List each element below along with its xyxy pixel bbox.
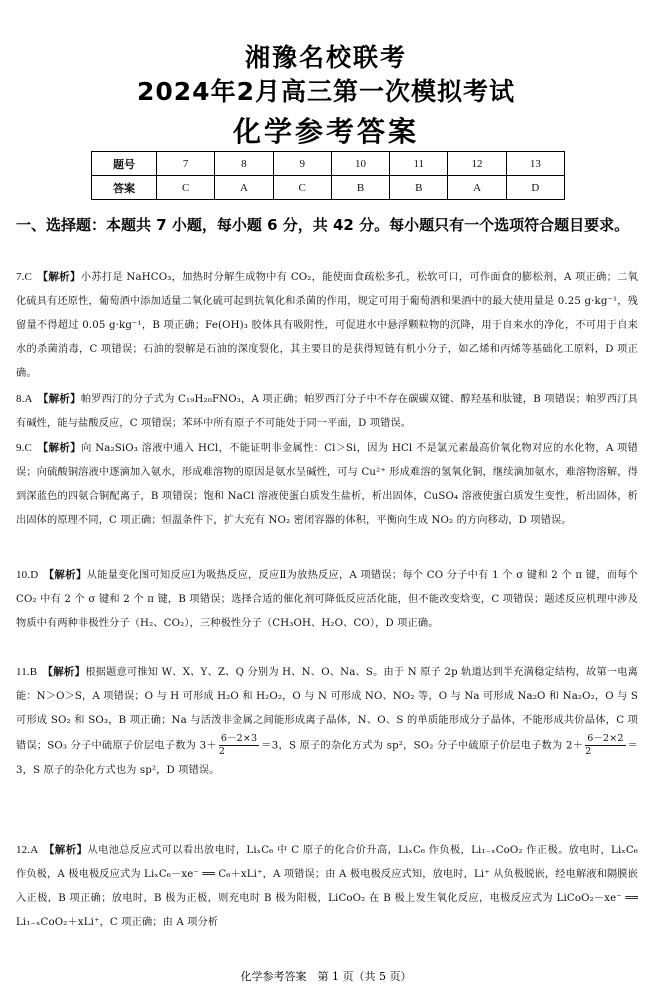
question-number-cell: 8	[215, 152, 273, 176]
answer-row	[92, 176, 565, 200]
question-number: 7.C	[16, 271, 33, 283]
analysis-tag: 【解析】	[47, 666, 86, 678]
answer-cell: D	[506, 176, 564, 200]
analysis-tag: 【解析】	[43, 393, 81, 405]
question-12-explanation	[16, 838, 638, 935]
explanation-text: 帕罗西汀的分子式为 C₁₉H₂₀FNO₃，A 项正确；帕罗西汀分子中不存在碳碳双键、醇羟基和肽键，B 项错误；帕罗西汀具有碱性，能与盐酸反应，C 项错误；苯环中所有原子不可能处于同一平面，D 项错误。	[16, 394, 638, 429]
page-footer: 化学参考答案 第 1 页（共 5 页）	[240, 970, 412, 983]
question-number: 8.A	[16, 393, 33, 405]
question-number: 12.A	[16, 844, 39, 856]
section-heading: 一、选择题：本题共 7 小题，每小题 6 分，共 42 分。每小题只有一个选项符合题目要求。	[16, 216, 630, 234]
answer-cell: A	[448, 176, 506, 200]
question-number-cell: 7	[157, 152, 215, 176]
answer-cell: C	[157, 176, 215, 200]
answer-header: 答案	[92, 176, 157, 200]
question-10-explanation	[16, 563, 638, 636]
answer-cell: B	[331, 176, 389, 200]
explanation-text: 从电池总反应式可以看出放电时，LiₓC₆ 中 C 原子的化合价升高，LiₓC₆ 作负极，Li₁₋ₓCoO₂ 作正极。放电时，LiₓC₆ 作负极，A 极电极反应式为 LiₓC₆－xe⁻ ══ C₆＋xLi⁺，A 项错误；由 A 极电极反应式知，放电时，Li⁺ 从负极脱嵌，经电解液和隔膜嵌入正极，B 项正确；放电时，B 极为正极，则充电时 B 极为阳极，LiCoO₂ 在 B 极上发生氧化反应，电极反应式为 LiCoO₂－xe⁻ ══ Li₁₋ₓCoO₂＋xLi⁺，C 项正确；由 A 项分析	[16, 845, 639, 928]
document-title: 化学参考答案	[232, 115, 419, 148]
fraction-denominator: 2	[218, 746, 226, 757]
question-number-cell: 9	[273, 152, 331, 176]
question-number: 10.D	[16, 569, 39, 581]
answer-cell: C	[273, 176, 331, 200]
question-11-explanation	[16, 660, 638, 783]
fraction-numerator: 6－2×2	[587, 733, 624, 744]
explanation-text: 从能量变化图可知反应Ⅰ为吸热反应，反应Ⅱ为放热反应，A 项错误；每个 CO 分子中有 1 个 σ 键和 2 个 π 键，而每个 CO₂ 中有 2 个 σ 键和 2 个 π 键，B 项错误；选择合适的催化剂可降低反应活化能，但不能改变焓变，C 项错误；题述反应机理中涉及物质中有两种非极性分子（H₂、CO₂），三种极性分子（CH₃OH、H₂O、CO），D 项正确。	[16, 570, 638, 629]
explanation-text: 根据题意可推知 W、X、Y、Z、Q 分别为 H、N、O、Na、S。由于 N 原子 2p 轨道达到半充满稳定结构，故第一电离能：N＞O＞S，A 项错误；O 与 H 可形成 H₂O 和 H₂O₂，O 与 N 可形成 NO、NO₂ 等，O 与 Na 可形成 Na₂O 和 Na₂O₂，O 与 S 可形成 SO₂ 和 SO₃，B 项正确；Na 与活泼非金属之间能形成离子晶体，N、O、S 的单质能形成分子晶体，不能形成共价晶体，C 项错误；SO₃ 分子中硫原子价层电子数为 3＋	[16, 667, 638, 752]
explanation-text: 小苏打是 NaHCO₃，加热时分解生成物中有 CO₂，能使面食疏松多孔，松软可口，可作面食的膨松剂，A 项正确；二氧化硫具有还原性，葡萄酒中添加适量二氧化硫可起到抗氧化和杀菌的作用，规定可用于葡萄酒和果酒中的最大使用量是 0.25 g·kg⁻¹，残留量不得超过 0.05 g·kg⁻¹，B 项正确；Fe(OH)₃ 胶体具有吸附性，可促进水中悬浮颗粒物的沉降，用于自来水的净化，不可用于自来水的杀菌消毒，C 项错误；石油的裂解是石油的深度裂化，其主要目的是获得短链有机小分子，如乙烯和丙烯等基础化工原料，D 项正确。	[16, 272, 638, 379]
answer-cell: A	[215, 176, 273, 200]
analysis-tag: 【解析】	[42, 442, 82, 454]
question-number-cell: 11	[390, 152, 448, 176]
question-number: 11.B	[16, 666, 38, 678]
question-8-explanation	[16, 387, 638, 436]
question-number-row	[92, 152, 565, 176]
exam-organization-title: 湘豫名校联考	[244, 43, 407, 72]
explanation-text: 向 Na₂SiO₃ 溶液中通入 HCl，不能证明非金属性：Cl＞Si，因为 HCl 不是氯元素最高价氧化物对应的水化物，A 项错误；向硫酸铜溶液中逐滴加入氨水，形成难溶物的原因是氨水呈碱性，可与 Cu²⁺ 形成难溶的氢氧化铜，继续滴加氨水，难溶物溶解，得到深蓝色的四氨合铜配离子，B 项错误；饱和 NaCl 溶液使蛋白质发生盐析，析出固体，CuSO₄ 溶液使蛋白质发生变性，析出固体，析出固体的原理不同，C 项正确；恒温条件下，扩大充有 NO₂ 密闭容器的体积，平衡向生成 NO₂ 的方向移动，D 项错误。	[16, 443, 638, 526]
fraction	[219, 733, 259, 758]
question-7-explanation	[16, 265, 638, 386]
answer-cell: B	[390, 176, 448, 200]
analysis-tag: 【解析】	[48, 569, 87, 581]
question-number-cell: 10	[331, 152, 389, 176]
question-9-explanation	[16, 436, 638, 533]
question-number-cell: 13	[506, 152, 564, 176]
analysis-tag: 【解析】	[49, 844, 88, 856]
answer-table	[91, 151, 565, 200]
question-number-header: 题号	[92, 152, 157, 176]
question-number-cell: 12	[448, 152, 506, 176]
fraction	[585, 733, 625, 758]
explanation-text: ＝3，S 原子的杂化方式为 sp²，SO₂ 分子中硫原子价层电子数为 2＋	[261, 740, 584, 752]
question-number: 9.C	[16, 442, 33, 454]
analysis-tag: 【解析】	[42, 271, 81, 283]
fraction-denominator: 2	[585, 746, 592, 757]
fraction-numerator: 6－2×3	[220, 733, 258, 744]
exam-name-title: 2024年2月高三第一次模拟考试	[137, 77, 515, 106]
explanation-text: ＝3，S 原子的杂化方式也为 sp²，D 项错误。	[16, 740, 638, 776]
